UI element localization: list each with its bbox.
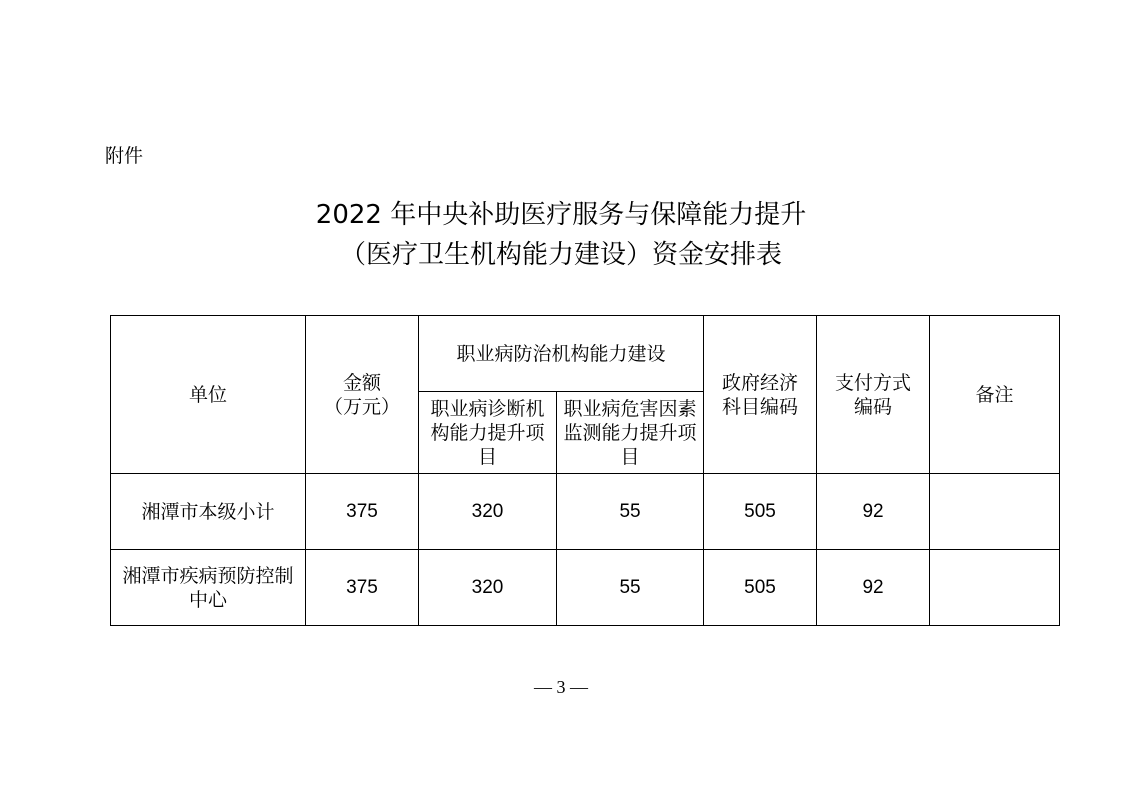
attachment-label: 附件 <box>105 145 144 167</box>
cell-pay-code: 92 <box>817 474 930 550</box>
header-amount-line1: 金额 <box>342 371 381 394</box>
header-unit: 单位 <box>111 316 306 474</box>
header-amount-line2: （万元） <box>323 395 400 418</box>
header-econ-code-text: 政府经济科目编码 <box>722 371 799 418</box>
cell-sub1: 320 <box>419 474 557 550</box>
table-header-row <box>111 316 1060 392</box>
cell-sub2: 55 <box>557 550 704 626</box>
header-pay-code-text: 支付方式编码 <box>835 371 912 418</box>
header-group: 职业病防治机构能力建设 <box>419 316 704 392</box>
cell-unit: 湘潭市本级小计 <box>111 474 306 550</box>
cell-pay-code: 92 <box>817 550 930 626</box>
header-pay-code <box>817 316 930 474</box>
page-number: — 3 — <box>534 677 588 697</box>
cell-amount: 375 <box>306 550 419 626</box>
cell-remark <box>930 474 1060 550</box>
header-econ-code <box>704 316 817 474</box>
header-sub2: 职业病危害因素监测能力提升项目 <box>557 392 704 474</box>
document-title-line1: 2022 年中央补助医疗服务与保障能力提升 <box>315 200 807 230</box>
cell-sub2: 55 <box>557 474 704 550</box>
cell-econ-code: 505 <box>704 550 817 626</box>
document-title-line2: （医疗卫生机构能力建设）资金安排表 <box>339 240 782 270</box>
header-amount <box>306 316 419 474</box>
table-row <box>111 550 1060 626</box>
cell-sub1: 320 <box>419 550 557 626</box>
cell-unit: 湘潭市疾病预防控制中心 <box>111 550 306 626</box>
cell-amount: 375 <box>306 474 419 550</box>
table-row <box>111 474 1060 550</box>
header-remark: 备注 <box>930 316 1060 474</box>
fund-allocation-table <box>110 315 1060 626</box>
cell-econ-code: 505 <box>704 474 817 550</box>
header-sub1: 职业病诊断机构能力提升项目 <box>419 392 557 474</box>
cell-remark <box>930 550 1060 626</box>
